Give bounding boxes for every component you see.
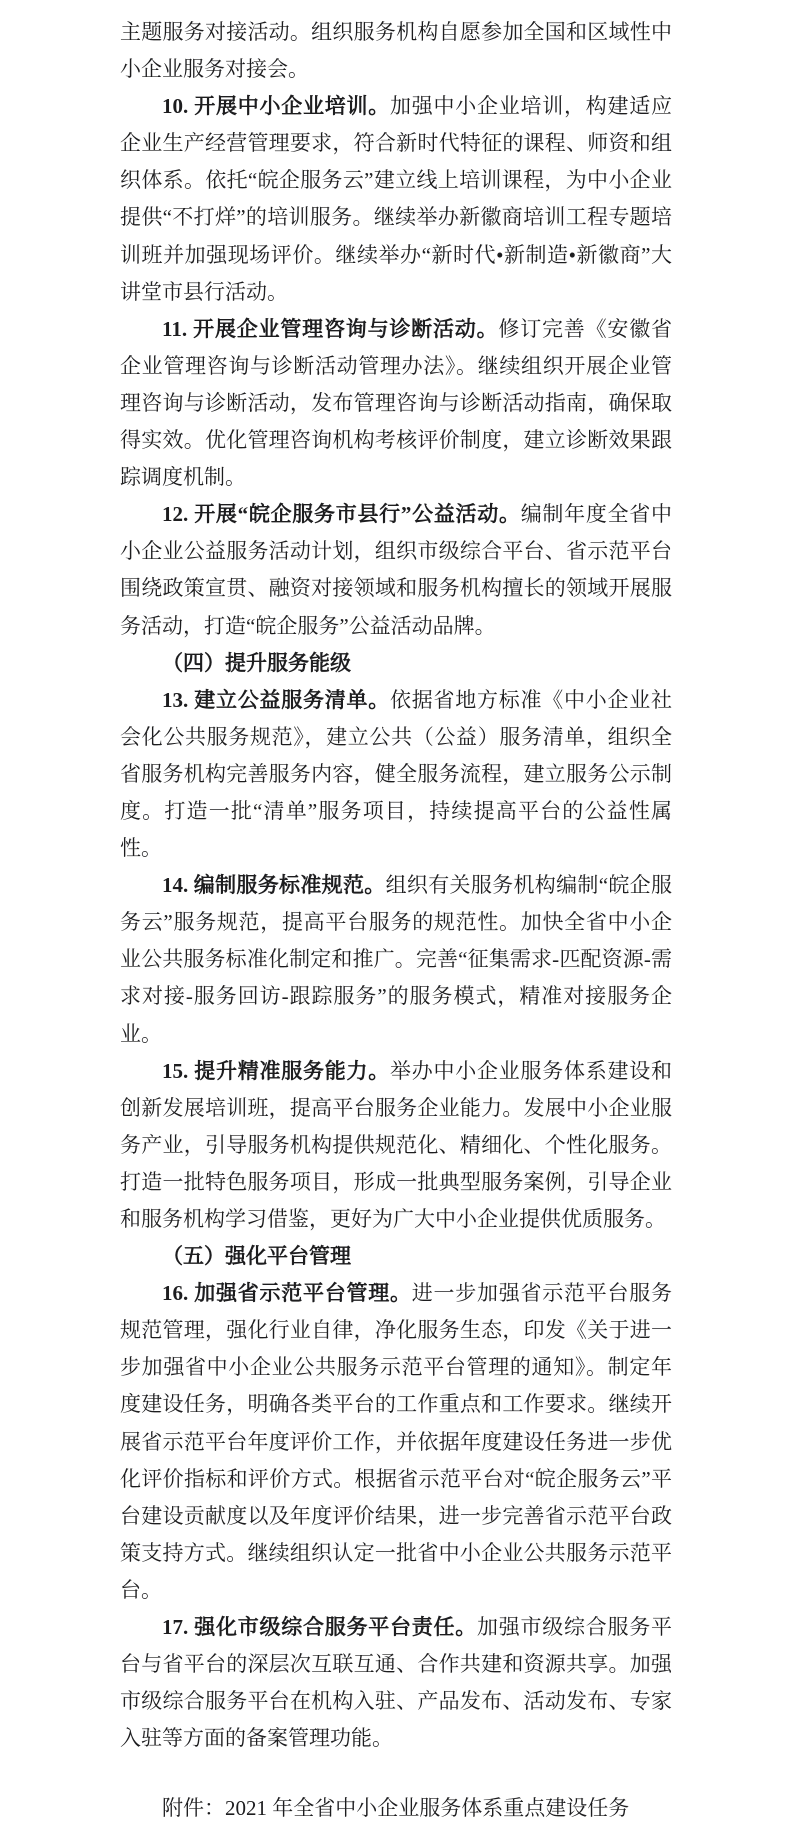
- paragraph-item-10-lead: 10. 开展中小企业培训。: [162, 94, 390, 119]
- paragraph-item-16-body: 进一步加强省示范平台服务规范管理，强化行业自律，净化服务生态，印发《关于进一步加强省中小企业公共服务示范平台管理的通知》。制定年度建设任务，明确各类平台的工作重点和工作要求。继续开展省示范平台年度评价工作，并依据年度建设任务进一步优化评价指标和评价方式。根据省示范平台对“皖企服务云”平台建设贡献度以及年度评价结果，进一步完善省示范平台政策支持方式。继续组织认定一批省中小企业公共服务示范平台。: [120, 1281, 672, 1602]
- paragraph-item-11: [120, 311, 672, 496]
- paragraph-item-15: [120, 1053, 672, 1238]
- paragraph-item-12: [120, 496, 672, 644]
- paragraph-item-12-lead: 12. 开展“皖企服务市县行”公益活动。: [162, 502, 521, 527]
- paragraph-item-11-body: 修订完善《安徽省企业管理咨询与诊断活动管理办法》。继续组织开展企业管理咨询与诊断活动，发布管理咨询与诊断活动指南，确保取得实效。优化管理咨询机构考核评价制度，建立诊断效果跟踪调度机制。: [120, 316, 673, 490]
- paragraph-item-13-lead: 13. 建立公益服务清单。: [162, 687, 390, 712]
- paragraph-item-14: [120, 867, 672, 1052]
- paragraph-item-14-lead: 14. 编制服务标准规范。: [162, 873, 386, 898]
- paragraph-item-12-body: 编制年度全省中小企业公益服务活动计划，组织市级综合平台、省示范平台围绕政策宣贯、融资对接领域和服务机构擅长的领域开展服务活动，打造“皖企服务”公益活动品牌。: [120, 502, 673, 638]
- paragraph-item-17-lead: 17. 强化市级综合服务平台责任。: [162, 1615, 477, 1640]
- paragraph-item-17: [120, 1609, 672, 1757]
- paragraph-item-15-body: 举办中小企业服务体系建设和创新发展培训班，提高平台服务企业能力。发展中小企业服务产业，引导服务机构提供规范化、精细化、个性化服务。打造一批特色服务项目，形成一批典型服务案例，引导企业和服务机构学习借鉴，更好为广大中小企业提供优质服务。: [120, 1058, 672, 1231]
- paragraph-item-16-lead: 16. 加强省示范平台管理。: [162, 1281, 412, 1306]
- paragraph-item-13-body: 依据省地方标准《中小企业社会化公共服务规范》，建立公共（公益）服务清单，组织全省服务机构完善服务内容，健全服务流程，建立服务公示制度。打造一批“清单”服务项目，持续提高平台的公益性属性。: [120, 687, 672, 861]
- section-heading-4: （四）提升服务能级: [162, 650, 351, 675]
- document-body: [120, 14, 672, 1828]
- paragraph-item-16: [120, 1275, 672, 1609]
- paragraph-item-11-lead: 11. 开展企业管理咨询与诊断活动。: [162, 316, 499, 341]
- paragraph-item-14-body: 组织有关服务机构编制“皖企服务云”服务规范，提高平台服务的规范性。加快全省中小企业公共服务标准化制定和推广。完善“征集需求-匹配资源-需求对接-服务回访-跟踪服务”的服务模式，精准对接服务企业。: [120, 873, 672, 1046]
- section-heading-5: （五）强化平台管理: [162, 1244, 351, 1269]
- paragraph-item-15-lead: 15. 提升精准服务能力。: [162, 1058, 390, 1083]
- paragraph-item-13: [120, 682, 672, 867]
- paragraph-item-17-body: 加强市级综合服务平台与省平台的深层次互联互通、合作共建和资源共享。加强市级综合服务平台在机构入驻、产品发布、活动发布、专家入驻等方面的备案管理功能。: [120, 1615, 672, 1751]
- continuation-paragraph: 主题服务对接活动。组织服务机构自愿参加全国和区域性中小企业服务对接会。: [120, 20, 672, 82]
- attachment-line: 附件：2021 年全省中小企业服务体系重点建设任务: [162, 1796, 630, 1821]
- paragraph-item-10-body: 加强中小企业培训，构建适应企业生产经营管理要求，符合新时代特征的课程、师资和组织体系。依托“皖企服务云”建立线上培训课程，为中小企业提供“不打烊”的培训服务。继续举办新徽商培训工程专题培训班并加强现场评价。继续举办“新时代•新制造•新徽商”大讲堂市县行活动。: [120, 94, 672, 304]
- paragraph-item-10: [120, 88, 672, 311]
